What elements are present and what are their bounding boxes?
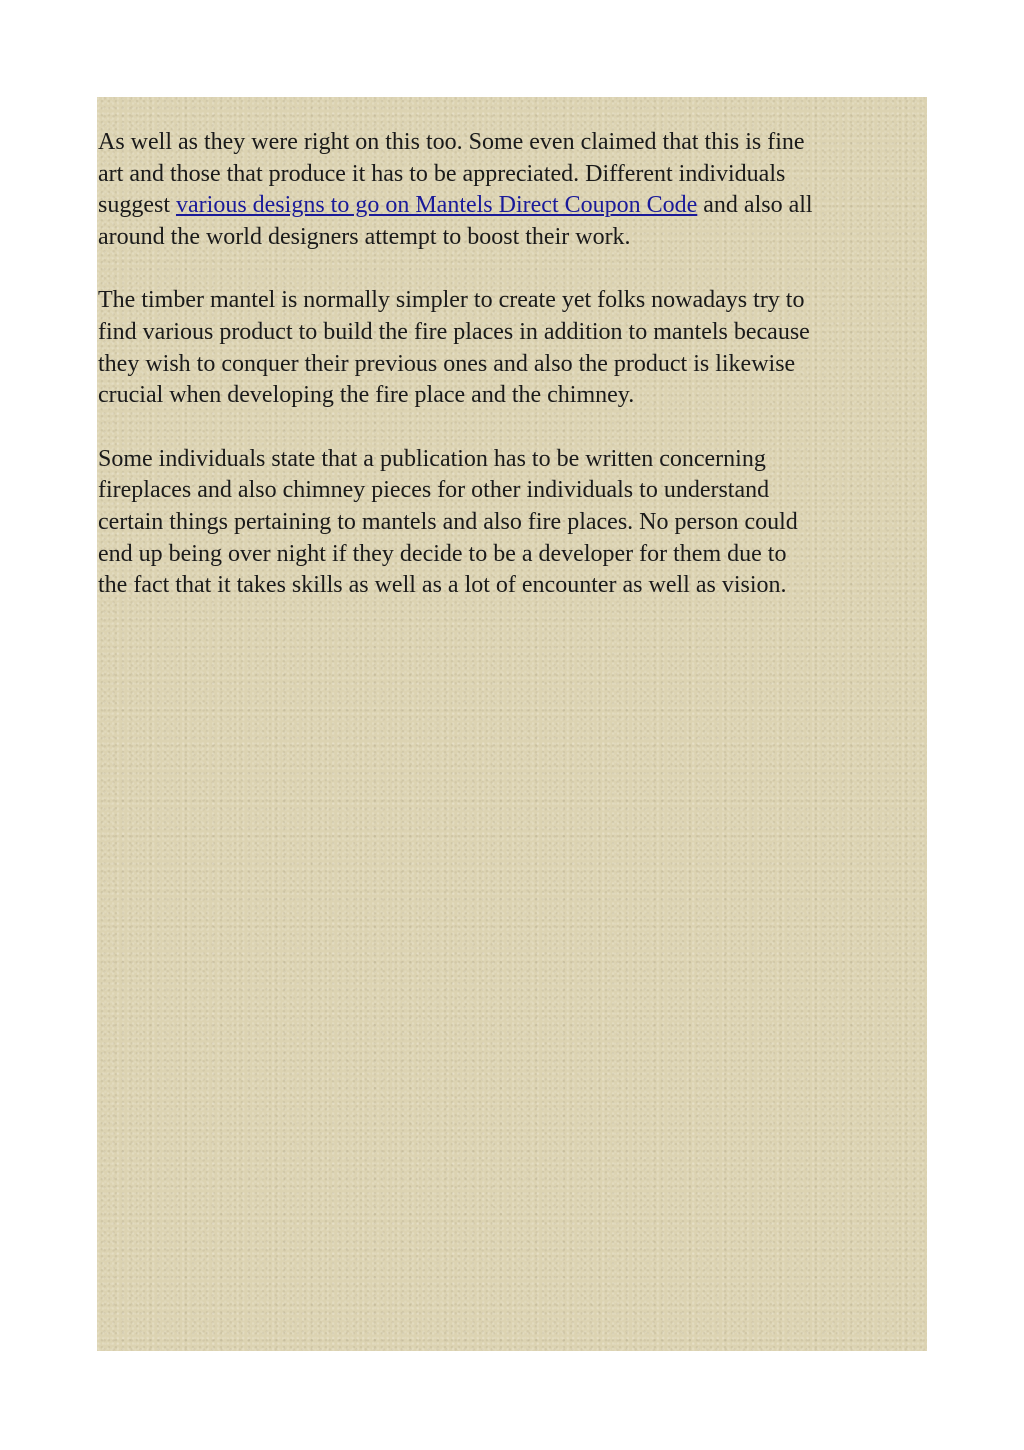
paragraph-3: Some individuals state that a publication has to be written concerning fireplaces and also chimney pieces for other individuals to understand certain things pertaining to mantels and also fire places. No person could end up being over night if they decide to be a developer for them due to the fact that it takes skills as well as a lot of encounter as well as vision. [98,445,798,599]
document-page [97,97,927,1351]
paragraph-1-text-after-link: and also all around the world designers attempt to boost their work. [98,192,813,250]
paragraph-2: The timber mantel is normally simpler to create yet folks nowadays try to find various product to build the fire places in addition to mantels because they wish to conquer their previous ones and also the product is likewise crucial when developing the fire place and the chimney. [98,287,810,409]
document-body [98,127,924,634]
mantels-coupon-link[interactable]: various designs to go on Mantels Direct Coupon Code [176,192,698,219]
paragraph-1 [98,127,924,253]
paragraph-1-text-before-link: As well as they were right on this too. Some even claimed that this is fine art and those that produce it has to be appreciated. Different individuals suggest [98,129,805,219]
